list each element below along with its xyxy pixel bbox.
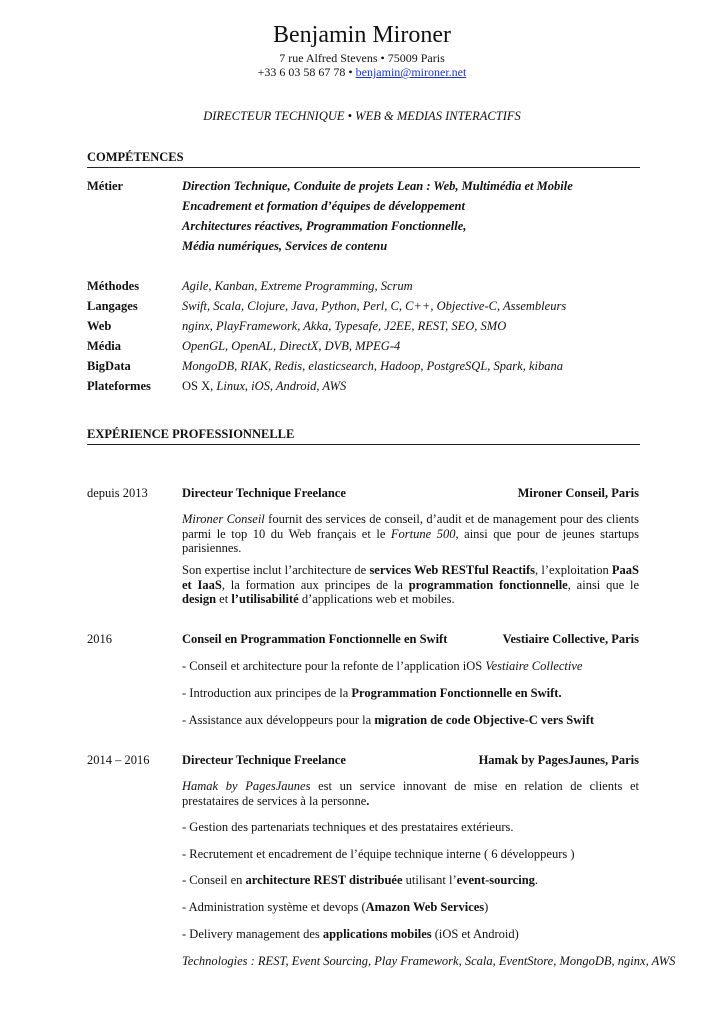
job-company: Hamak by PagesJaunes, Paris bbox=[478, 753, 639, 767]
skill-value-media: OpenGL, OpenAL, DirectX, DVB, MPEG-4 bbox=[182, 339, 401, 353]
text: - Administration système et devops ( bbox=[182, 900, 366, 914]
fortune-text: Fortune 500 bbox=[390, 526, 456, 541]
job-bullet: - Recrutement et encadrement de l’équipe technique interne ( 6 développeurs ) bbox=[182, 847, 575, 861]
company-name: Mironer Conseil bbox=[182, 512, 265, 526]
headline: DIRECTEUR TECHNIQUE • WEB & MEDIAS INTERACTIFS bbox=[203, 109, 521, 123]
text-bold: PaaS et IaaS bbox=[182, 563, 639, 592]
job-role: Conseil en Programmation Fonctionnelle en Swift bbox=[182, 632, 448, 646]
text-bold: . bbox=[366, 793, 370, 808]
job-role: Directeur Technique Freelance bbox=[182, 486, 346, 500]
text: , ainsi que pour de jeunes startups parisiennes. bbox=[182, 526, 639, 555]
text-bold: l’utilisabilité bbox=[231, 592, 299, 606]
job-company: Vestiaire Collective, Paris bbox=[502, 632, 639, 646]
text: - Delivery management des bbox=[182, 927, 323, 941]
job-bullet bbox=[182, 900, 652, 915]
text: Son expertise inclut l’architecture de bbox=[182, 563, 370, 577]
skill-label-bigdata: BigData bbox=[87, 359, 131, 373]
job-date: 2014 – 2016 bbox=[87, 753, 150, 767]
phone: +33 6 03 58 67 78 • bbox=[257, 65, 353, 79]
text-italic: Vestiaire Collective bbox=[485, 659, 583, 673]
skill-value-plateformes bbox=[182, 379, 642, 394]
skill-label-plateformes: Plateformes bbox=[87, 379, 151, 393]
text-bold: Amazon Web Services bbox=[365, 900, 485, 914]
job-date: depuis 2013 bbox=[87, 486, 148, 500]
text-bold: migration de code Objective-C vers Swift bbox=[374, 713, 595, 727]
text-bold: applications mobiles bbox=[322, 927, 432, 941]
text-bold: programmation fonctionnelle bbox=[408, 577, 568, 592]
text: ) bbox=[484, 900, 489, 914]
skill-value-methodes: Agile, Kanban, Extreme Programming, Scrum bbox=[182, 279, 413, 293]
text: utilisant l’ bbox=[402, 873, 457, 887]
contact-line bbox=[0, 65, 724, 80]
metier-line: Média numériques, Services de contenu bbox=[182, 239, 388, 253]
section-title-experience: EXPÉRIENCE PROFESSIONNELLE bbox=[87, 427, 640, 445]
skill-value-langages: Swift, Scala, Clojure, Java, Python, Perl, C, C++, Objective-C, Assembleurs bbox=[182, 299, 567, 313]
text: , la formation aux principes de la bbox=[221, 577, 409, 592]
job-description bbox=[182, 512, 639, 556]
skill-label-methodes: Méthodes bbox=[87, 279, 140, 293]
address: 7 rue Alfred Stevens • 75009 Paris bbox=[279, 51, 445, 65]
text-bold: services Web RESTful Reactifs bbox=[369, 563, 536, 577]
job-bullet bbox=[182, 873, 652, 888]
job-bullet bbox=[182, 927, 652, 942]
os-x-text: OS X, bbox=[182, 379, 214, 393]
text: - Introduction aux principes de la bbox=[182, 686, 352, 700]
skill-label-media: Média bbox=[87, 339, 122, 353]
text: d’applications web et mobiles. bbox=[298, 592, 455, 606]
text: - Conseil en bbox=[182, 873, 246, 887]
job-bullet bbox=[182, 686, 652, 701]
metier-line: Direction Technique, Conduite de projets Lean : Web, Multimédia et Mobile bbox=[182, 179, 573, 193]
job-description bbox=[182, 779, 639, 808]
text-bold: architecture REST distribuée bbox=[245, 873, 403, 887]
job-expertise bbox=[182, 563, 639, 607]
text: - Assistance aux développeurs pour la bbox=[182, 713, 375, 727]
skill-label-web: Web bbox=[87, 319, 112, 333]
text: . bbox=[534, 873, 539, 887]
text: et bbox=[216, 592, 232, 606]
text: est un service innovant de mise en relation de clients et prestataires de services à la personne bbox=[182, 779, 639, 808]
job-bullet bbox=[182, 713, 652, 728]
job-bullet: - Gestion des partenariats techniques et des prestataires extérieurs. bbox=[182, 820, 514, 834]
text-bold: event-sourcing bbox=[456, 873, 535, 887]
platforms-text: Linux, iOS, Android, AWS bbox=[216, 379, 347, 393]
section-title-competences: COMPÉTENCES bbox=[87, 150, 640, 168]
job-date: 2016 bbox=[87, 632, 112, 646]
text: fournit des services de conseil, d’audit et de management pour des clients parmi le top 10 du Web français et le bbox=[182, 512, 639, 541]
skill-value-bigdata: MongoDB, RIAK, Redis, elasticsearch, Hadoop, PostgreSQL, Spark, kibana bbox=[182, 359, 563, 373]
text: , ainsi que le bbox=[567, 577, 639, 592]
metier-line: Architectures réactives, Programmation Fonctionnelle, bbox=[182, 219, 467, 233]
candidate-name: Benjamin Mironer bbox=[273, 22, 451, 48]
company-name: Hamak by PagesJaunes bbox=[182, 779, 311, 793]
job-technologies: Technologies : REST, Event Sourcing, Play Framework, Scala, EventStore, MongoDB, nginx, AWS bbox=[182, 954, 676, 968]
job-company: Mironer Conseil, Paris bbox=[517, 486, 639, 500]
job-role: Directeur Technique Freelance bbox=[182, 753, 346, 767]
skill-label-metier: Métier bbox=[87, 179, 124, 193]
metier-line: Encadrement et formation d’équipes de développement bbox=[182, 199, 465, 213]
text-bold: design bbox=[182, 592, 217, 606]
text-bold: Programmation Fonctionnelle en Swift. bbox=[351, 686, 562, 700]
text: (iOS et Android) bbox=[431, 927, 519, 941]
text: , l’exploitation bbox=[535, 563, 612, 577]
skill-value-web: nginx, PlayFramework, Akka, Typesafe, J2EE, REST, SEO, SMO bbox=[182, 319, 507, 333]
job-bullet bbox=[182, 659, 652, 674]
email-link[interactable]: benjamin@mironer.net bbox=[355, 65, 467, 79]
skill-label-langages: Langages bbox=[87, 299, 138, 313]
text: - Conseil et architecture pour la refonte de l’application iOS bbox=[182, 659, 486, 673]
